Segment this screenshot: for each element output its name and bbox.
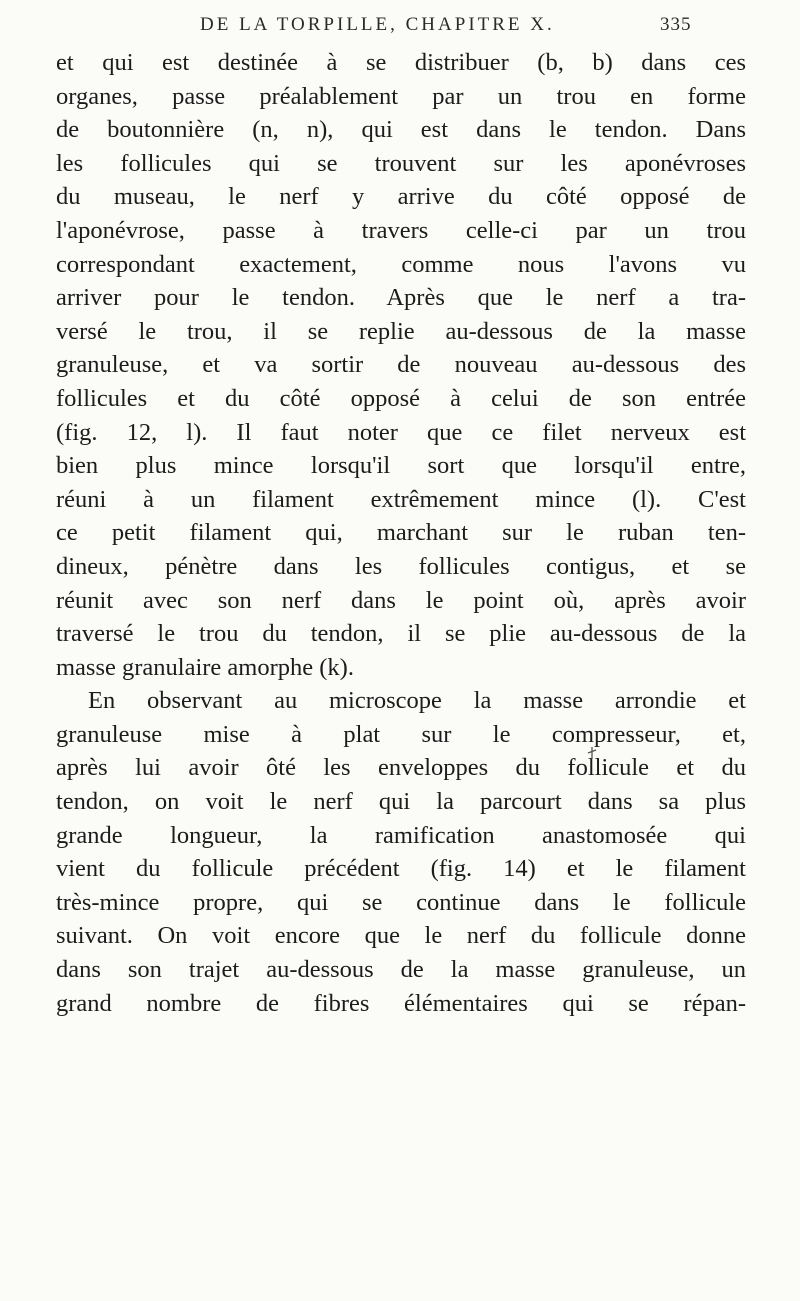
text-line: après lui avoir ôté les enveloppes du follicule et du [56, 754, 746, 782]
text-line: grande longueur, la ramification anastomosée qui [56, 821, 746, 849]
text-line: réuni à un filament extrêmement mince (l). C'est [56, 485, 746, 513]
text-line: versé le trou, il se replie au-dessous de la masse [56, 317, 746, 345]
text-line: traversé le trou du tendon, il se plie au-dessous de la [56, 620, 746, 648]
text-line: dineux, pénètre dans les follicules contigus, et se [56, 552, 746, 580]
text-line: réunit avec son nerf dans le point où, après avoir [56, 586, 746, 614]
text-line: granuleuse, et va sortir de nouveau au-dessous des [56, 351, 746, 379]
text-line: suivant. On voit encore que le nerf du follicule donne [56, 922, 746, 950]
running-head [40, 6, 780, 42]
stray-mark-icon [586, 746, 598, 760]
text-line: organes, passe préalablement par un trou en forme [56, 82, 746, 110]
text-line: du museau, le nerf y arrive du côté opposé de [56, 183, 746, 211]
text-line: dans son trajet au-dessous de la masse granuleuse, un [56, 956, 746, 984]
text-line: l'aponévrose, passe à travers celle-ci par un trou [56, 216, 746, 244]
text-line: de boutonnière (n, n), qui est dans le tendon. Dans [56, 116, 746, 144]
text-line: bien plus mince lorsqu'il sort que lorsqu'il entre, [56, 452, 746, 480]
text-line: En observant au microscope la masse arrondie et [88, 687, 746, 715]
text-line: très-mince propre, qui se continue dans le follicule [56, 888, 746, 916]
running-title: DE LA TORPILLE, CHAPITRE X. [200, 14, 555, 35]
text-line: follicules et du côté opposé à celui de son entrée [56, 384, 746, 412]
body-text [56, 46, 746, 1020]
text-line: (fig. 12, l). Il faut noter que ce filet nerveux est [56, 418, 746, 446]
text-line: granuleuse mise à plat sur le compresseur, et, [56, 720, 746, 748]
text-line: masse granulaire amorphe (k). [56, 653, 354, 681]
text-line: grand nombre de fibres élémentaires qui se répan- [56, 989, 746, 1017]
text-line: arriver pour le tendon. Après que le nerf a tra- [56, 284, 746, 312]
text-line: et qui est destinée à se distribuer (b, b) dans ces [56, 49, 746, 76]
text-line: les follicules qui se trouvent sur les aponévroses [56, 149, 746, 177]
text-line: tendon, on voit le nerf qui la parcourt dans sa plus [56, 788, 746, 816]
text-line: vient du follicule précédent (fig. 14) et le filament [56, 855, 746, 883]
page-number: 335 [660, 14, 692, 35]
text-line: correspondant exactement, comme nous l'avons vu [56, 250, 746, 278]
text-line: ce petit filament qui, marchant sur le ruban ten- [56, 519, 746, 547]
